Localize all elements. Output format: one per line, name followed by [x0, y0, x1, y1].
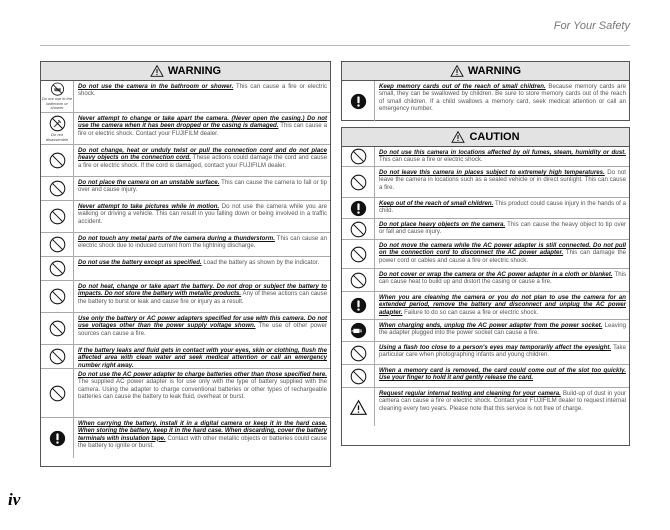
page-number: iv	[8, 490, 21, 509]
warning-heading: If the battery leaks and fluid gets in contact with your eyes, skin or clothing, flush the affected area with clean water and seek medical attention or call an emergency number right away.	[78, 347, 327, 368]
warning-heading: Do not use the AC power adapter to charge batteries other than those specified here.	[78, 371, 327, 378]
warning-heading: When you are cleaning the camera or you do not plan to use the camera for an extended period, remove the battery and disconnect and unplug the AC power adapter.	[379, 294, 626, 316]
warning-body: Because memory cards are small, they can be swallowed by children. Be sure to store memory cards out of the reach of small children. If a child swallows a memory card, seek medical attention or call an emergency number.	[379, 83, 626, 112]
row-text	[375, 342, 629, 364]
warning-heading: Keep memory cards out of the reach of small children.	[379, 83, 546, 90]
warning-heading: Do not use this camera in locations affected by oil fumes, steam, humidity or dust.	[379, 149, 626, 156]
row-text	[375, 269, 629, 291]
warning-body: Load the battery as shown by the indicator.	[203, 259, 320, 266]
warning-heading: Do not move the camera while the AC power adapter is still connected. Do not pull on the connection cord to disconnect the AC power adapter.	[379, 242, 626, 257]
warning-body: These actions could damage the cord and cause a fire or electric shock. If the cord is damaged, contact your FUJIFILM dealer.	[78, 154, 327, 169]
row-text	[74, 281, 330, 312]
safety-row	[41, 81, 330, 113]
warning-heading: Never attempt to change or take apart the camera. (Never open the casing.) Do not use the camera when it has been dropped or the casing is damaged.	[78, 115, 327, 130]
prohibited-icon	[49, 260, 66, 277]
warning-heading: Do not leave this camera in places subject to extremely high temperatures.	[379, 169, 605, 176]
warning-body: Failure to do so can cause a fire or electric shock.	[404, 308, 539, 316]
safety-row	[41, 281, 330, 313]
warning-body: This product could cause injury in the hands of a child.	[379, 200, 626, 215]
row-text	[74, 177, 330, 200]
mandatory-icon	[49, 430, 66, 447]
row-icon-cell	[41, 345, 74, 368]
row-text	[375, 219, 629, 239]
row-icon-cell	[41, 313, 74, 344]
warning-body: The use of other power sources can cause a fire.	[78, 322, 327, 337]
warning-body: Any of these actions can cause the battery to burst or leak and cause fire or injury as a result.	[78, 290, 327, 305]
row-icon-cell	[342, 292, 375, 319]
row-text	[375, 240, 629, 268]
row-icon-cell	[342, 342, 375, 364]
row-icon-cell	[342, 269, 375, 291]
warning-heading: Do not use the battery except as specified.	[78, 259, 202, 266]
warning-body: The supplied AC power adapter is for use only with the type of battery supplied with the camera. Using the adapter to charge conventional batteries or other types of rechargeable batteries can cause the battery to leak fluid, overheat or burst.	[78, 378, 327, 400]
warning-body: Take particular care when photographing infants and young children.	[379, 344, 626, 359]
row-text	[74, 145, 330, 176]
warning-heading: Do not heat, change or take apart the battery. Do not drop or subject the battery to impacts. Do not store the battery with metallic products.	[78, 283, 327, 298]
row-icon-cell	[342, 320, 375, 341]
warning-body: Build-up of dust in your camera can cause a fire or electric shock. Contact your FUJIFILM dealer to request internal cleaning every two years. Please note that this service is not free of charge.	[379, 390, 627, 412]
safety-row	[41, 113, 330, 145]
warning-body: This can cause a fire or electric shock.	[379, 156, 483, 164]
prohibited-icon	[350, 221, 367, 238]
safety-row	[41, 201, 330, 233]
row-text	[74, 313, 330, 344]
warning-rows	[41, 81, 330, 458]
disassemble-prohibited-icon	[49, 115, 66, 132]
warning-heading: Do not place the camera on an unstable surface.	[78, 179, 220, 186]
icon-caption: Do not disassemble	[45, 131, 69, 142]
warning-body: This can cause an electric shock due to induced current from the lightning discharge.	[78, 235, 327, 250]
bathroom-prohibited-icon	[49, 82, 66, 96]
warning-heading: Use only the battery or AC power adapters specified for use with this camera. Do not use voltages other than the power supply voltage shown.	[78, 315, 327, 330]
warning-body: This can cause a fire or electric shock.	[78, 83, 327, 98]
prohibited-icon	[49, 385, 66, 402]
warning-body: This can cause heat to build up and distort the casing or cause a fire.	[379, 271, 626, 286]
safety-row	[342, 81, 629, 121]
warning-banner	[342, 62, 629, 81]
banner-label: WARNING	[167, 65, 222, 77]
warning-heading: Do not cover or wrap the camera or the AC power adapter in a cloth or blanket.	[379, 271, 613, 278]
row-icon-cell	[41, 233, 74, 256]
warning-heading: Request regular internal testing and cleaning for your camera.	[379, 390, 561, 397]
safety-row	[41, 233, 330, 257]
row-icon-cell	[342, 167, 375, 197]
warning-triangle-icon	[450, 65, 464, 77]
row-text	[375, 365, 629, 387]
caution-banner	[342, 128, 629, 147]
safety-row	[41, 369, 330, 418]
prohibited-icon	[49, 208, 66, 225]
safety-row	[342, 365, 629, 388]
warning-heading: Do not place heavy objects on the camera.	[379, 221, 506, 228]
safety-row	[342, 269, 629, 292]
row-text	[375, 292, 629, 319]
warning-panel-right	[341, 61, 630, 121]
prohibited-icon	[350, 174, 367, 191]
safety-row	[342, 240, 629, 269]
safety-row	[41, 257, 330, 281]
safety-row	[342, 320, 629, 342]
row-icon-cell	[342, 365, 375, 387]
prohibited-icon	[350, 272, 367, 289]
row-icon-cell	[41, 201, 74, 232]
prohibited-icon	[49, 236, 66, 253]
warning-heading: Do not change, heat or unduly twist or pull the connection cord and do not place heavy objects on the connection cord.	[78, 147, 327, 162]
safety-row	[342, 167, 629, 198]
row-icon-cell	[41, 177, 74, 200]
prohibited-icon	[49, 180, 66, 197]
prohibited-icon	[49, 152, 66, 169]
row-text	[74, 369, 330, 417]
prohibited-icon	[350, 148, 367, 165]
warning-body: Contact with other metallic objects or batteries could cause the battery to ignite or burst.	[78, 434, 328, 449]
row-icon-cell	[342, 147, 375, 166]
prohibited-icon	[350, 246, 367, 263]
unplug-icon	[350, 322, 367, 339]
row-icon-cell	[41, 113, 74, 144]
warning-body: This can cause the camera to fall or tip over and cause injury.	[78, 179, 327, 194]
row-icon-cell	[41, 257, 74, 280]
banner-label: CAUTION	[469, 131, 520, 143]
row-icon-cell	[342, 81, 375, 121]
row-text	[74, 113, 330, 144]
warning-heading: Never attempt to take pictures while in motion.	[78, 203, 220, 210]
safety-row	[41, 145, 330, 177]
row-text	[375, 388, 629, 426]
warning-heading: When carrying the battery, install it in a digital camera or keep it in the hard case. When storing the battery, keep it in the hard case. When discarding, cover the battery terminals with insulation tape.	[78, 420, 327, 442]
row-icon-cell	[342, 388, 375, 426]
caution-panel	[341, 127, 630, 446]
row-icon-cell	[41, 418, 74, 458]
prohibited-icon	[49, 320, 66, 337]
prohibited-icon	[350, 345, 367, 362]
safety-row	[342, 342, 629, 365]
warning-body: This can cause the heavy object to tip over or fall and cause injury.	[379, 221, 626, 236]
caution-rows	[342, 147, 629, 426]
row-icon-cell	[41, 81, 74, 112]
banner-label: WARNING	[467, 65, 522, 77]
mandatory-icon	[350, 93, 367, 110]
prohibited-icon	[49, 288, 66, 305]
safety-row	[41, 313, 330, 345]
warning-body: This can damage the power cord or cables and cause a fire or electric shock.	[379, 249, 626, 264]
row-text	[375, 198, 629, 218]
row-icon-cell	[342, 198, 375, 218]
row-icon-cell	[41, 145, 74, 176]
warning-heading: Do not use the camera in the bathroom or shower.	[78, 83, 234, 90]
warning-heading: Using a flash too close to a person's eyes may temporarily affect the eyesight.	[379, 344, 612, 351]
row-text	[74, 233, 330, 256]
page-header-title: For Your Safety	[553, 20, 630, 32]
caution-icon	[350, 399, 367, 416]
warning-banner	[41, 62, 330, 81]
row-text	[74, 81, 330, 112]
warning-heading: When charging ends, unplug the AC power adapter from the power socket.	[379, 322, 603, 329]
warning-panel-left	[40, 61, 331, 467]
warning-body: Do not use the camera while you are walking or driving a vehicle. This can result in you falling down or being involved in a traffic accident.	[78, 203, 328, 225]
row-text	[74, 345, 330, 368]
mandatory-icon	[350, 297, 367, 314]
prohibited-icon	[350, 368, 367, 385]
safety-row	[41, 177, 330, 201]
safety-row	[342, 292, 629, 320]
warning-body: Do not leave the camera in locations such as a sealed vehicle or in direct sunlight. This can cause a fire.	[379, 169, 626, 191]
warning-heading: Keep out of the reach of small children.	[379, 200, 494, 207]
header-rule	[40, 45, 630, 46]
safety-row	[342, 147, 629, 167]
row-text	[375, 320, 629, 341]
row-text	[375, 167, 629, 197]
safety-row	[342, 388, 629, 426]
caution-triangle-icon	[451, 131, 465, 143]
warning-body: Leaving the adapter plugged into the power socket can cause a fire.	[379, 322, 626, 337]
prohibited-icon	[49, 348, 66, 365]
mandatory-icon	[350, 200, 367, 217]
warning-heading: When a memory card is removed, the card could come out of the slot too quickly. Use your finger to hold it and gently release the card.	[379, 367, 626, 382]
warning-body: This can cause a fire or electric shock. Contact your FUJIFILM dealer.	[78, 122, 327, 137]
row-icon-cell	[41, 369, 74, 417]
row-icon-cell	[342, 219, 375, 239]
safety-row	[41, 418, 330, 458]
warning-heading: Do not touch any metal parts of the camera during a thunderstorm.	[78, 235, 275, 242]
row-text	[74, 418, 330, 458]
warning-triangle-icon	[150, 65, 164, 77]
safety-row	[41, 345, 330, 369]
warning-rows	[342, 81, 629, 121]
safety-row	[342, 198, 629, 219]
safety-row	[342, 219, 629, 240]
row-text	[74, 201, 330, 232]
row-icon-cell	[342, 240, 375, 268]
row-text	[375, 147, 629, 166]
row-icon-cell	[41, 281, 74, 312]
row-text	[375, 81, 629, 121]
icon-caption: Do not use in the bathroom or shower	[41, 96, 73, 111]
row-text	[74, 257, 330, 280]
